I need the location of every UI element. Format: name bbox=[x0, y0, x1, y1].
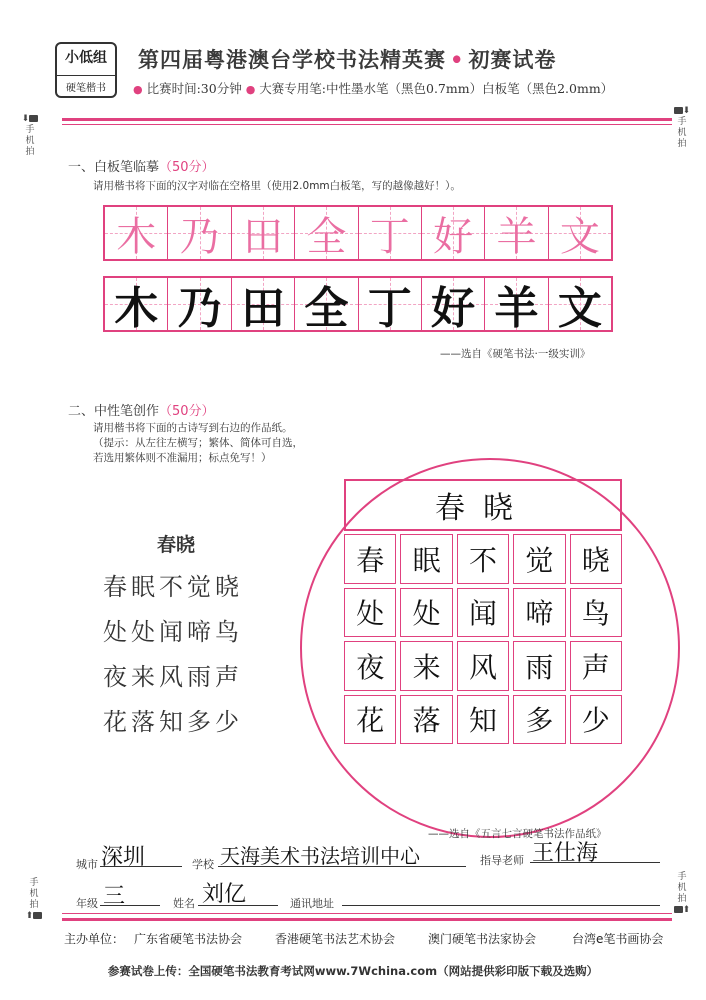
trace-char: 乃 bbox=[179, 213, 220, 260]
grid-cell[interactable]: 处 bbox=[400, 588, 452, 638]
grid-cell[interactable]: 春 bbox=[344, 534, 396, 584]
poem-line: 花落知多少 bbox=[103, 708, 243, 736]
school-label: 学校 bbox=[192, 858, 214, 871]
grade-label: 年级 bbox=[76, 897, 98, 910]
poem-title: 春晓 bbox=[157, 534, 196, 556]
grid-cell[interactable]: 风 bbox=[457, 641, 509, 691]
mark-char: 机 bbox=[29, 889, 39, 899]
camera-icon bbox=[33, 912, 42, 919]
written-char: 好 bbox=[431, 283, 476, 334]
contest-info bbox=[133, 79, 613, 97]
address-line bbox=[342, 905, 660, 906]
arrow-up-icon: ⬆ bbox=[22, 911, 46, 922]
writing-cell[interactable] bbox=[295, 278, 358, 334]
photo-mark-top-left bbox=[18, 114, 42, 158]
writing-cell[interactable] bbox=[359, 278, 422, 334]
photo-mark-top-right bbox=[670, 106, 694, 150]
arrow-down-icon: ⬇ bbox=[670, 106, 694, 117]
grid-cell[interactable]: 少 bbox=[570, 695, 622, 745]
camera-icon bbox=[674, 906, 683, 913]
written-char: 全 bbox=[304, 283, 349, 334]
group-badge bbox=[55, 42, 117, 98]
mark-char: 拍 bbox=[677, 894, 687, 904]
badge-bottom: 硬笔楷书 bbox=[57, 75, 115, 94]
title-main: 第四届粤港澳台学校书法精英赛 bbox=[138, 47, 446, 72]
mark-char: 手 bbox=[25, 125, 35, 135]
city-line bbox=[100, 866, 182, 867]
trace-grid bbox=[103, 205, 613, 261]
photo-mark-bottom-right bbox=[670, 872, 694, 916]
grid-cell[interactable]: 知 bbox=[457, 695, 509, 745]
written-char: 羊 bbox=[494, 283, 539, 334]
grid-cell[interactable]: 不 bbox=[457, 534, 509, 584]
trace-cell[interactable] bbox=[168, 207, 231, 259]
poem-line: 夜来风雨声 bbox=[103, 663, 243, 691]
written-char: 文 bbox=[557, 283, 602, 334]
mark-char: 拍 bbox=[25, 147, 35, 157]
header-divider-thin bbox=[62, 124, 672, 125]
page-title bbox=[138, 44, 556, 74]
writing-cell[interactable] bbox=[105, 278, 168, 334]
teacher-value[interactable]: 王仕海 bbox=[532, 841, 599, 866]
grade-value[interactable]: 三 bbox=[103, 884, 126, 909]
info-pens: 大赛专用笔:中性墨水笔（黑色0.7mm）白板笔（黑色2.0mm） bbox=[259, 81, 614, 96]
grid-cell[interactable]: 落 bbox=[400, 695, 452, 745]
grid-cell[interactable]: 声 bbox=[570, 641, 622, 691]
header-divider bbox=[62, 118, 672, 121]
city-value[interactable]: 深圳 bbox=[101, 845, 146, 870]
grid-cell[interactable]: 觉 bbox=[513, 534, 565, 584]
address-label: 通讯地址 bbox=[290, 897, 334, 910]
trace-cell[interactable] bbox=[485, 207, 548, 259]
teacher-line bbox=[530, 862, 660, 863]
trace-cell[interactable] bbox=[105, 207, 168, 259]
grade-line bbox=[100, 905, 160, 906]
section2-heading bbox=[68, 400, 215, 419]
badge-top: 小低组 bbox=[65, 50, 107, 66]
camera-icon bbox=[674, 107, 683, 114]
poem-line: 春眠不觉晓 bbox=[103, 573, 243, 601]
grid-cell[interactable]: 晓 bbox=[570, 534, 622, 584]
section1-instruction: 请用楷书将下面的汉字对临在空格里（使用2.0mm白板笔，写的越像越好！）。 bbox=[93, 180, 461, 192]
grid-cell[interactable]: 啼 bbox=[513, 588, 565, 638]
name-line bbox=[198, 905, 278, 906]
trace-cell[interactable] bbox=[232, 207, 295, 259]
grid-cell[interactable]: 鸟 bbox=[570, 588, 622, 638]
title-dot: • bbox=[450, 47, 465, 72]
school-line bbox=[218, 866, 466, 867]
name-value[interactable]: 刘亿 bbox=[202, 882, 247, 907]
section2-instruction-2: （提示：从左往左横写；繁体、简体可自选， bbox=[93, 437, 303, 449]
trace-char: 文 bbox=[559, 213, 600, 260]
writing-cell[interactable] bbox=[485, 278, 548, 334]
section1-title: 一、白板笔临摹 bbox=[68, 160, 160, 175]
footer-divider bbox=[62, 918, 672, 921]
trace-char: 木 bbox=[116, 213, 157, 260]
section1-score: （50分） bbox=[159, 160, 215, 175]
name-label: 姓名 bbox=[173, 897, 195, 910]
writing-cell[interactable] bbox=[549, 278, 611, 334]
host-org: 香港硬笔书法艺术协会 bbox=[275, 932, 396, 946]
trace-char: 田 bbox=[242, 213, 283, 260]
city-label: 城市 bbox=[76, 858, 98, 871]
mark-char: 机 bbox=[677, 883, 687, 893]
section2-instruction-1: 请用楷书将下面的古诗写到右边的作品纸。 bbox=[93, 422, 293, 434]
grid-cell[interactable]: 眠 bbox=[400, 534, 452, 584]
host-org: 澳门硬笔书法家协会 bbox=[428, 932, 537, 946]
mark-char: 手 bbox=[677, 872, 687, 882]
writing-cell[interactable] bbox=[232, 278, 295, 334]
written-poem-title: 春晓 bbox=[435, 491, 531, 526]
arrow-up-icon: ⬆ bbox=[670, 905, 694, 916]
grid-cell[interactable]: 来 bbox=[400, 641, 452, 691]
grid-cell[interactable]: 夜 bbox=[344, 641, 396, 691]
host-org: 广东省硬笔书法协会 bbox=[134, 932, 243, 946]
footer-divider-thin bbox=[62, 913, 672, 914]
grid-cell[interactable]: 花 bbox=[344, 695, 396, 745]
mark-char: 手 bbox=[29, 878, 39, 888]
written-char: 丁 bbox=[367, 283, 412, 334]
section2-score: （50分） bbox=[159, 404, 215, 419]
arrow-down-icon: ⬇ bbox=[18, 114, 42, 125]
section2-title: 二、中性笔创作 bbox=[68, 404, 160, 419]
host-org: 台湾e笔书画协会 bbox=[572, 932, 664, 946]
title-tail: 初赛试卷 bbox=[468, 47, 557, 72]
camera-icon bbox=[29, 115, 38, 122]
trace-char: 羊 bbox=[496, 213, 537, 260]
host-label: 主办单位： bbox=[64, 932, 125, 946]
written-char: 乃 bbox=[177, 283, 222, 334]
trace-char: 好 bbox=[433, 213, 474, 260]
section1-source: ——选自《硬笔书法·一级实训》 bbox=[440, 348, 591, 360]
bullet-icon: ● bbox=[245, 83, 256, 96]
trace-char: 全 bbox=[306, 213, 347, 260]
teacher-label: 指导老师 bbox=[480, 854, 524, 867]
bullet-icon: ● bbox=[133, 83, 143, 96]
mark-char: 手 bbox=[677, 117, 687, 127]
work-title-box[interactable] bbox=[344, 479, 622, 531]
grid-cell[interactable]: 闻 bbox=[457, 588, 509, 638]
writing-cell[interactable] bbox=[422, 278, 485, 334]
poem-line: 处处闻啼鸟 bbox=[103, 618, 243, 646]
grid-cell[interactable]: 多 bbox=[513, 695, 565, 745]
section2-instruction-3: 若选用繁体则不准漏用；标点免写！） bbox=[93, 452, 272, 464]
trace-cell[interactable] bbox=[295, 207, 358, 259]
writing-grid bbox=[103, 276, 613, 332]
mark-char: 机 bbox=[25, 136, 35, 146]
trace-cell[interactable] bbox=[549, 207, 611, 259]
mark-char: 拍 bbox=[29, 900, 39, 910]
writing-cell[interactable] bbox=[168, 278, 231, 334]
trace-cell[interactable] bbox=[422, 207, 485, 259]
mark-char: 拍 bbox=[677, 139, 687, 149]
section2-source: ——选自《五言七言硬笔书法作品纸》 bbox=[428, 828, 607, 840]
upload-note: 参赛试卷上传：全国硬笔书法教育考试网www.7Wchina.com（网站提供彩印版下载及选购） bbox=[107, 964, 599, 978]
trace-cell[interactable] bbox=[359, 207, 422, 259]
photo-mark-bottom-left bbox=[22, 878, 46, 922]
section1-heading bbox=[68, 156, 215, 175]
grid-cell[interactable]: 处 bbox=[344, 588, 396, 638]
mark-char: 机 bbox=[677, 128, 687, 138]
written-char: 田 bbox=[240, 283, 285, 334]
grid-cell[interactable]: 雨 bbox=[513, 641, 565, 691]
school-value[interactable]: 天海美术书法培训中心 bbox=[220, 844, 420, 868]
work-grid bbox=[344, 534, 622, 744]
trace-char: 丁 bbox=[369, 213, 410, 260]
info-time: 比赛时间:30分钟 bbox=[146, 81, 242, 96]
written-char: 木 bbox=[114, 283, 159, 334]
